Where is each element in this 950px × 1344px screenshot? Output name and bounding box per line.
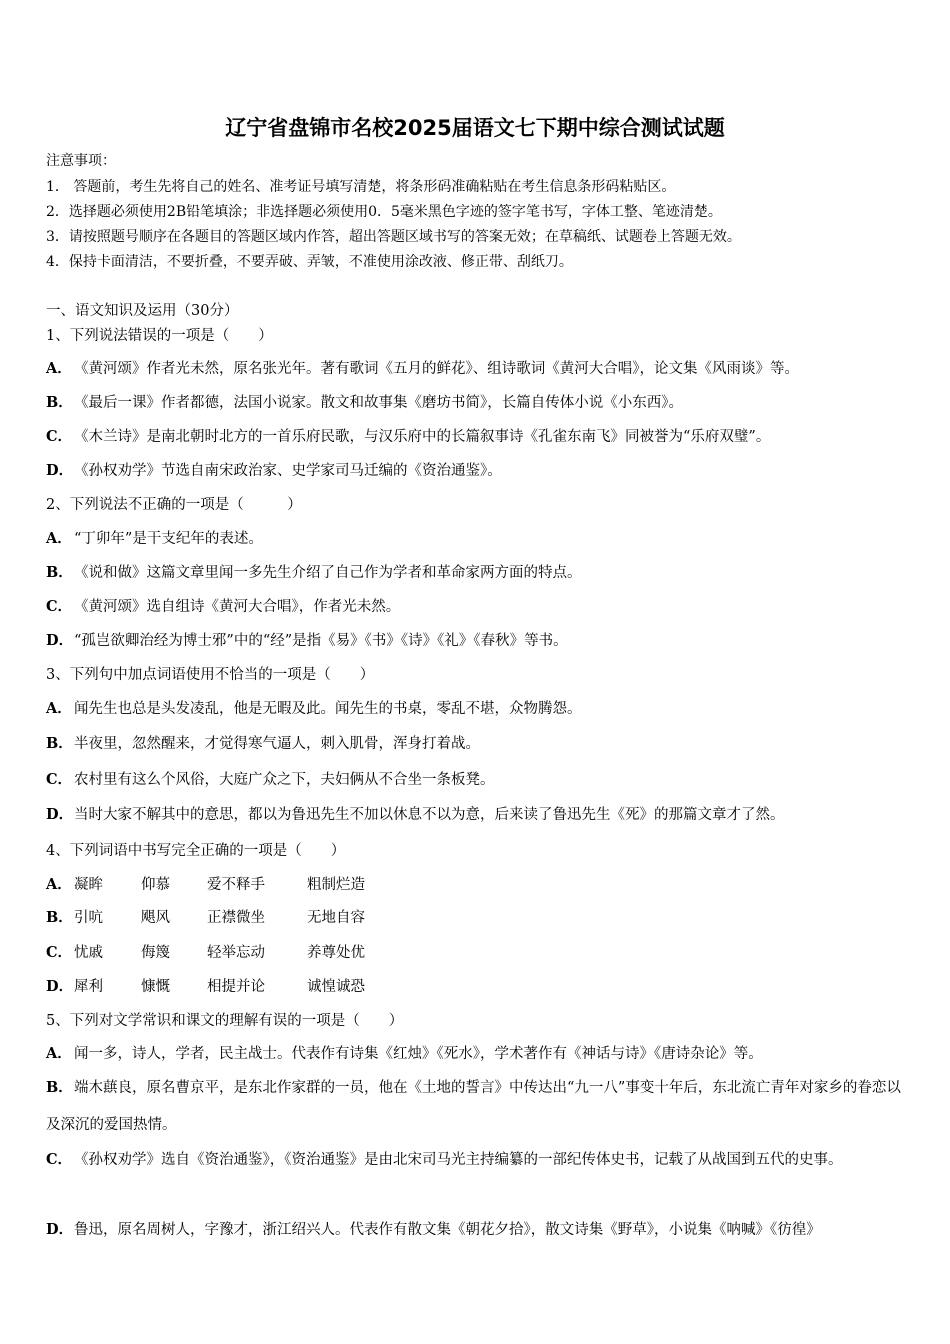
option-text: 当时大家不解其中的意思，都以为鲁迅先生不加以休息不以为意，后来读了鲁迅先生《死》的那篇文章才了然。 xyxy=(74,807,785,823)
word: 侮篾 xyxy=(141,945,170,961)
notice-heading: 注意事项： xyxy=(46,153,116,169)
option-item xyxy=(46,805,908,825)
word: 爱不释手 xyxy=(207,877,265,893)
option-label: B． xyxy=(46,564,73,581)
option-text: 《说和做》这篇文章里闻一多先生介绍了自己作为学者和革命家两方面的特点。 xyxy=(74,565,582,581)
option-label: C． xyxy=(46,771,73,788)
option-label: D． xyxy=(46,632,74,649)
option-label: B． xyxy=(46,735,73,752)
option-text: 《最后一课》作者都德，法国小说家。散文和故事集《磨坊书简》，长篇自传体小说《小东西》。 xyxy=(74,395,683,411)
option-item xyxy=(46,1141,908,1179)
notice-item: 4．保持卡面清洁，不要折叠，不要弄破、弄皱，不准使用涂改液、修正带、刮纸刀。 xyxy=(46,254,573,270)
option-text: 鲁迅，原名周树人，字豫才，浙江绍兴人。代表作有散文集《朝花夕拾》，散文诗集《野草》，小说集《呐喊》《彷徨》 xyxy=(74,1222,821,1238)
option-item xyxy=(46,1044,908,1064)
option-item xyxy=(46,1069,908,1144)
option-item xyxy=(46,427,908,447)
word: 相提并论 xyxy=(207,979,265,995)
question-stem: 4、下列词语中书写完全正确的一项是（ ） xyxy=(46,843,346,859)
option-label: D． xyxy=(46,1221,74,1238)
word: 无地自容 xyxy=(307,910,365,926)
option-item xyxy=(46,563,908,583)
option-label: C． xyxy=(46,428,73,445)
option-item xyxy=(46,631,908,651)
option-label: B． xyxy=(46,394,73,411)
word: 养尊处优 xyxy=(307,945,365,961)
option-item xyxy=(46,597,908,617)
option-label: A． xyxy=(46,360,72,377)
question-stem: 5、下列对文学常识和课文的理解有误的一项是（ ） xyxy=(46,1013,404,1029)
option-item xyxy=(46,359,908,379)
option-label: D． xyxy=(46,462,74,479)
option-item xyxy=(46,393,908,413)
option-item xyxy=(46,1220,908,1240)
word: 引吭 xyxy=(74,910,103,926)
option-item xyxy=(46,461,908,481)
word: 忧戚 xyxy=(74,945,103,961)
word: 凝眸 xyxy=(74,877,103,893)
word: 轻举忘动 xyxy=(207,945,265,961)
word: 诚惶诚恐 xyxy=(307,979,365,995)
option-text: 《黄河颂》选自组诗《黄河大合唱》，作者光未然。 xyxy=(74,599,401,615)
notice-item: 1． 答题前，考生先将自己的姓名、准考证号填写清楚，将条形码准确粘贴在考生信息条形码粘贴区。 xyxy=(46,179,676,195)
word: 正襟微坐 xyxy=(207,910,265,926)
question-stem: 1、下列说法错误的一项是（ ） xyxy=(46,328,273,344)
option-label: B． xyxy=(46,1079,73,1096)
option-text: 端木蕻良，原名曹京平，是东北作家群的一员，他在《土地的誓言》中传达出“九一八”事变十年后，东北流亡青年对家乡的眷恋以及深沉的爱国热情。 xyxy=(46,1080,901,1133)
word: 慷慨 xyxy=(141,979,170,995)
option-item xyxy=(46,699,908,719)
option-text: 《木兰诗》是南北朝时北方的一首乐府民歌，与汉乐府中的长篇叙事诗《孔雀东南飞》同被誉为“乐府双璧”。 xyxy=(74,429,771,445)
word: 粗制烂造 xyxy=(307,877,365,893)
page-title: 辽宁省盘锦市名校2025届语文七下期中综合测试试题 xyxy=(225,116,725,140)
option-label: A． xyxy=(46,530,72,547)
word: 飓风 xyxy=(141,910,170,926)
option-item xyxy=(46,734,908,754)
word: 犀利 xyxy=(74,979,103,995)
option-label: C． xyxy=(46,944,73,961)
option-text: 《孙权劝学》选自《资治通鉴》，《资治通鉴》是由北宋司马光主持编纂的一部纪传体史书，记载了从战国到五代的史事。 xyxy=(74,1152,843,1168)
option-label: C． xyxy=(46,598,73,615)
question-stem: 3、下列句中加点词语使用不恰当的一项是（ ） xyxy=(46,667,375,683)
option-text: “孤岂欲卿治经为博士邪”中的“经”是指《易》《书》《诗》《礼》《春秋》等书。 xyxy=(74,633,568,649)
option-label: A． xyxy=(46,700,72,717)
option-text: 农村里有这么个风俗，大庭广众之下，夫妇俩从不合坐一条板凳。 xyxy=(74,772,495,788)
option-label: A． xyxy=(46,876,72,893)
option-item xyxy=(46,770,908,790)
option-label: D． xyxy=(46,806,74,823)
section-heading: 一、语文知识及运用（30分） xyxy=(46,303,239,319)
option-item xyxy=(46,529,908,549)
option-item xyxy=(46,943,908,963)
option-item xyxy=(46,875,908,895)
option-label: C． xyxy=(46,1151,73,1168)
option-item xyxy=(46,977,908,997)
question-stem: 2、下列说法不正确的一项是（ ） xyxy=(46,497,302,513)
option-label: D． xyxy=(46,978,74,995)
option-item xyxy=(46,908,908,928)
word: 仰慕 xyxy=(141,877,170,893)
option-label: B． xyxy=(46,909,73,926)
option-text: 闻一多，诗人，学者，民主战士。代表作有诗集《红烛》《死水》，学术著作有《神话与诗》《唐诗杂论》等。 xyxy=(74,1046,763,1062)
option-text: 《孙权劝学》节选自南宋政治家、史学家司马迁编的《资治通鉴》。 xyxy=(74,463,502,479)
option-label: A． xyxy=(46,1045,72,1062)
option-text: “丁卯年”是干支纪年的表述。 xyxy=(74,531,263,547)
notice-item: 2．选择题必须使用2B铅笔填涂；非选择题必须使用0．5毫米黑色字迹的签字笔书写，字体工整、笔迹清楚。 xyxy=(46,204,722,220)
notice-item: 3．请按照题号顺序在各题目的答题区域内作答，超出答题区域书写的答案无效；在草稿纸、试题卷上答题无效。 xyxy=(46,229,741,245)
option-text: 《黄河颂》作者光未然，原名张光年。著有歌词《五月的鲜花》、组诗歌词《黄河大合唱》，论文集《风雨谈》等。 xyxy=(74,361,799,377)
option-text: 半夜里，忽然醒来，才觉得寒气逼人，刺入肌骨，浑身打着战。 xyxy=(74,736,480,752)
option-text: 闻先生也总是头发凌乱，他是无暇及此。闻先生的书桌，零乱不堪，众物腾怨。 xyxy=(74,701,582,717)
